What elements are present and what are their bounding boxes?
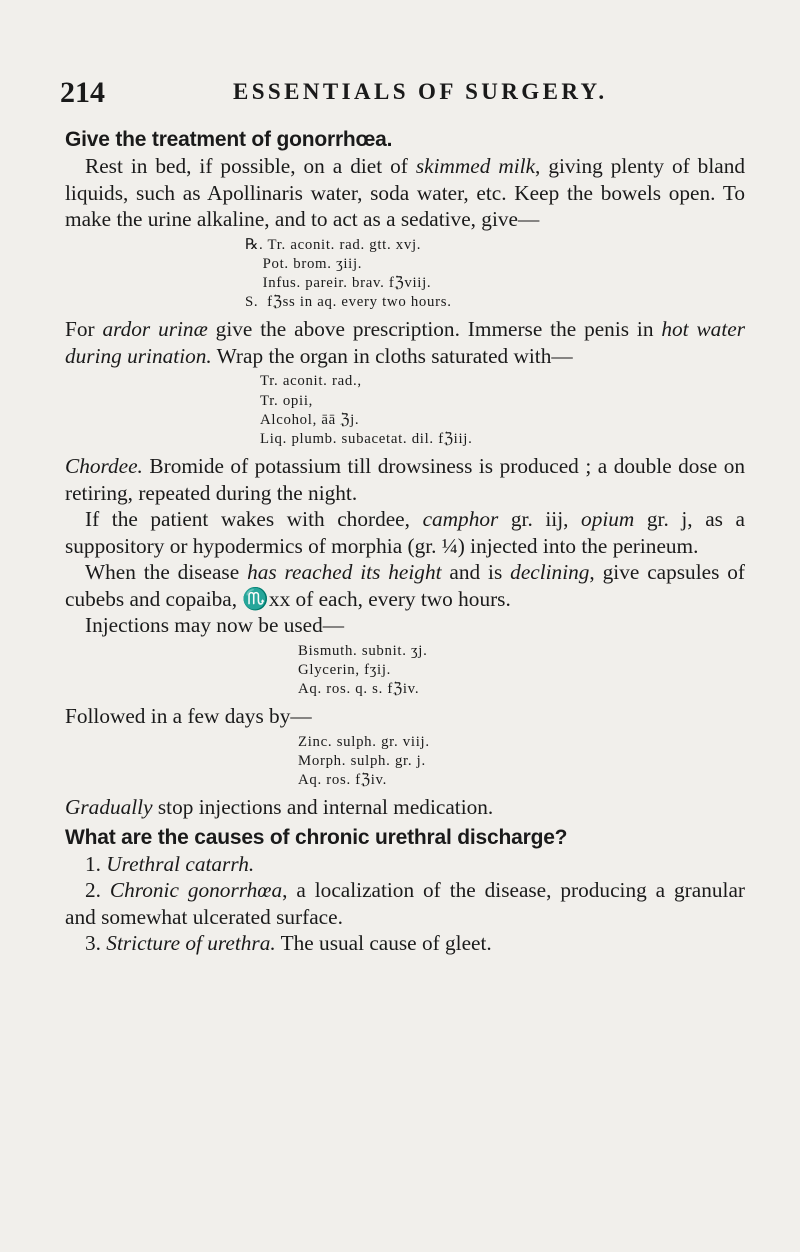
prescription-line: Alcohol, āā ℨj.: [260, 411, 360, 428]
prescription-1: [65, 236, 745, 313]
text-run-italic: declining: [510, 560, 590, 585]
list-number: 3.: [85, 931, 107, 956]
text-run-italic: hot water: [661, 317, 745, 342]
paragraph-ardor: [65, 316, 745, 369]
text-run: give the above prescription. Immerse the penis in: [207, 317, 662, 342]
prescription-line: S. fℨss in aq. every two hours.: [245, 294, 452, 311]
text-run: , give capsules of cubebs and copaiba, ♏xx of each, every two hours.: [65, 560, 745, 611]
prescription-line: Tr. opii,: [260, 392, 314, 409]
prescription-4: [65, 733, 745, 791]
text-run: and is: [441, 560, 511, 585]
prescription-3: [65, 642, 745, 700]
page-body: [65, 127, 745, 957]
text-run-italic: has reached its height: [247, 560, 442, 585]
question-heading-treatment: Give the treatment of gonorrhœa.: [65, 128, 393, 151]
text-run-italic: camphor: [422, 507, 499, 532]
text-run: If the patient wakes with chordee,: [85, 507, 423, 532]
prescription-line: Glycerin, fʒij.: [298, 661, 392, 678]
paragraph-rest: [65, 153, 745, 233]
text-run: Wrap the organ in cloths saturated with—: [211, 343, 573, 368]
text-run-italic: skimmed milk: [415, 154, 536, 178]
prescription-line: ℞. Tr. aconit. rad. gtt. xvj.: [245, 236, 422, 253]
prescription-line: Morph. sulph. gr. j.: [298, 752, 426, 769]
prescription-line: Bismuth. subnit. ʒj.: [298, 642, 428, 659]
text-run-italic: ardor urinæ: [102, 317, 208, 342]
list-title: Chronic gonorrhœa: [109, 878, 283, 903]
prescription-line: Aq. ros. q. s. fℨiv.: [298, 681, 420, 698]
text-run: gr. iij,: [498, 507, 582, 532]
text-run: , giving plenty of bland liquids, such as Apollinaris water, soda water, etc. Keep the bowels open. To make the urine alkaline, and to act as a sedative, give—: [65, 154, 745, 231]
text-run-italic: Gradually: [65, 795, 153, 820]
paragraph-patient-wakes: [65, 506, 745, 559]
list-number: 1.: [85, 851, 107, 876]
text-run-italic: during urination.: [65, 343, 212, 368]
list-item-2: [65, 877, 745, 930]
paragraph-declining: [65, 559, 745, 612]
paragraph-injections: Injections may now be used—: [85, 613, 345, 638]
list-text: , a localization of the disease, producing a granular and somewhat ulcerated surface.: [65, 878, 745, 929]
paragraph-gradually: [65, 794, 745, 821]
prescription-line: Pot. brom. ʒiij.: [245, 255, 363, 272]
text-run: When the disease: [85, 560, 248, 585]
list-item-1: [65, 851, 745, 878]
page-number: 214: [60, 76, 105, 109]
list-title: Urethral catarrh.: [106, 851, 255, 876]
text-run: Bromide of potassium till drowsiness is produced ; a double dose on retiring, repeated during the night.: [65, 454, 745, 505]
prescription-line: Zinc. sulph. gr. viij.: [298, 733, 430, 750]
text-run: stop injections and internal medication.: [152, 795, 494, 820]
list-title: Stricture of urethra.: [106, 931, 276, 956]
text-run-italic: Chordee.: [65, 454, 143, 479]
text-run: gr. j, as a suppository or hypodermics of morphia (gr. ¼) injected into the perineum.: [65, 507, 746, 558]
text-run: Rest in bed, if possible, on a diet of: [85, 154, 416, 178]
prescription-line: Liq. plumb. subacetat. dil. fℨiij.: [260, 430, 473, 447]
page-header: [60, 76, 760, 110]
question-heading-causes: What are the causes of chronic urethral discharge?: [65, 825, 568, 849]
paragraph-followed: Followed in a few days by—: [65, 704, 312, 729]
text-run: For: [65, 317, 103, 342]
list-item-3: [65, 930, 745, 957]
prescription-line: Tr. aconit. rad.,: [260, 373, 362, 390]
prescription-line: Infus. pareir. brav. fℨviij.: [245, 274, 432, 291]
list-text: The usual cause of gleet.: [275, 931, 492, 956]
text-run-italic: opium: [581, 507, 635, 532]
paragraph-chordee: [65, 453, 745, 506]
list-number: 2.: [85, 878, 110, 903]
running-head: ESSENTIALS OF SURGERY.: [233, 79, 608, 104]
prescription-2: [65, 372, 745, 449]
prescription-line: Aq. ros. fℨiv.: [298, 772, 388, 789]
